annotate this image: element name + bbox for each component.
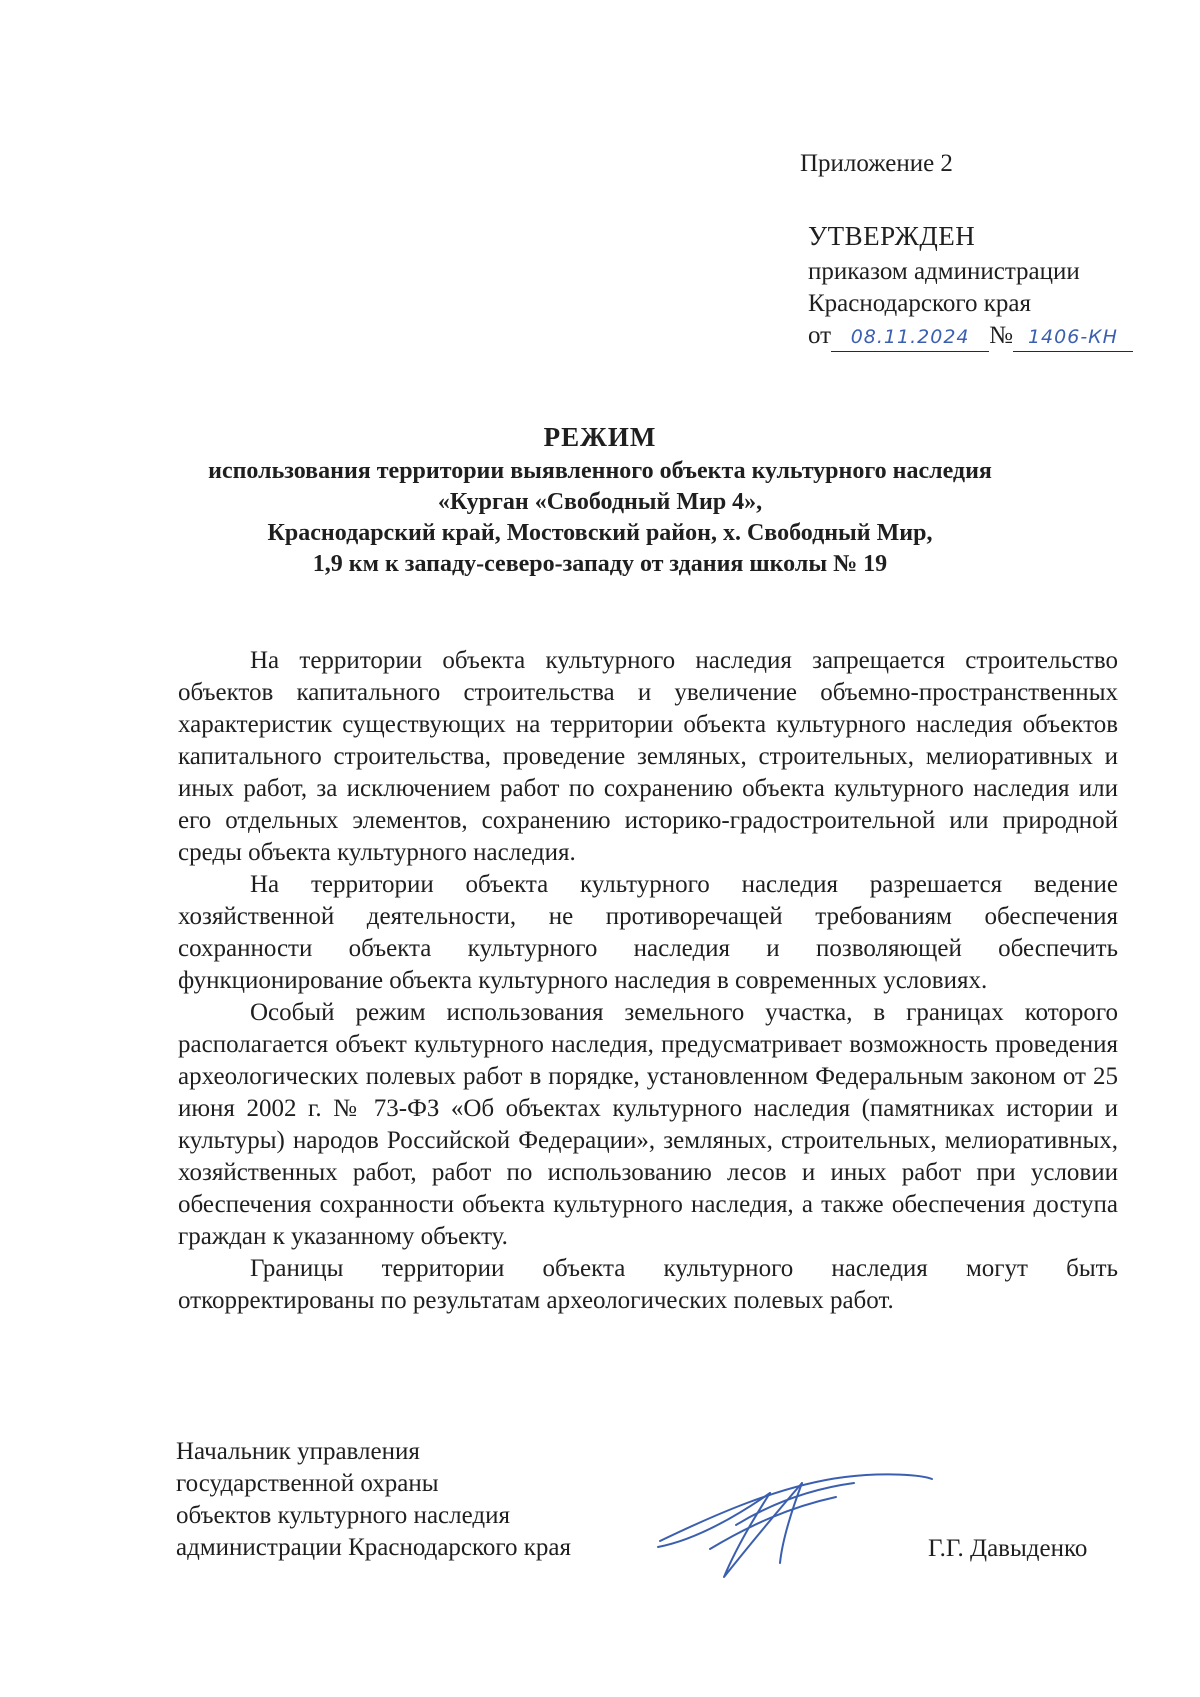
signer-name: Г.Г. Давыденко <box>928 1535 1088 1562</box>
body-paragraph: На территории объекта культурного наследия разрешается ведение хозяйственной деятельности, не противоречащей требованиям обеспечения сохранности объекта культурного наследия и позволяющей обеспечить функционирование объекта культурного наследия в современных условиях. <box>178 871 1118 994</box>
appendix-label: Приложение 2 <box>800 150 953 177</box>
approval-date-line <box>808 320 1133 354</box>
date-prefix: от <box>808 322 832 349</box>
title-line: использования территории выявленного объекта культурного наследия <box>208 458 992 484</box>
title-line: Краснодарский край, Мостовский район, х. Свободный Мир, <box>267 520 933 546</box>
document-title <box>100 420 1100 580</box>
signer-title-line: администрации Краснодарского края <box>176 1534 572 1561</box>
body-paragraph: Особый режим использования земельного участка, в границах которого располагается объект культурного наследия, предусматривает возможность проведения археологических полевых работ в порядке, установленном Федеральным законом от 25 июня 2002 г. № 73-ФЗ «Об объектах культурного наследия (памятниках истории и культуры) народов Российской Федерации», земляных, строительных, мелиоративных, хозяйственных работ, работ по использованию лесов и иных работ при условии обеспечения сохранности объекта культурного наследия, а также обеспечения доступа граждан к указанному объекту. <box>178 999 1118 1250</box>
handwritten-number: 1406-КН <box>1013 323 1133 352</box>
approval-region-line: Краснодарского края <box>808 290 1031 317</box>
title-main: РЕЖИМ <box>543 422 657 452</box>
signer-title-line: Начальник управления <box>176 1438 420 1465</box>
handwritten-date: 08.11.2024 <box>831 323 989 352</box>
approval-order-line: приказом администрации <box>808 258 1080 285</box>
signer-title-line: объектов культурного наследия <box>176 1502 510 1529</box>
body-paragraph: На территории объекта культурного наследия запрещается строительство объектов капитального строительства и увеличение объемно-пространственных характеристик существующих на территории объекта культурного наследия объектов капитального строительства, проведение земляных, строительных, мелиоративных и иных работ, за исключением работ по сохранению объекта культурного наследия или его отдельных элементов, сохранению историко-градостроительной или природной среды объекта культурного наследия. <box>178 647 1118 866</box>
title-line: 1,9 км к западу-северо-западу от здания школы № 19 <box>312 551 888 577</box>
number-prefix: № <box>989 322 1013 349</box>
handwritten-signature <box>640 1455 940 1585</box>
signature-block <box>176 1436 571 1564</box>
document-body <box>178 645 1118 1317</box>
approved-heading: УТВЕРЖДЕН <box>808 221 976 251</box>
signer-title-line: государственной охраны <box>176 1470 439 1497</box>
title-line: «Курган «Свободный Мир 4», <box>437 489 763 515</box>
body-paragraph: Границы территории объекта культурного наследия могут быть откорректированы по результатам археологических полевых работ. <box>178 1255 1118 1314</box>
